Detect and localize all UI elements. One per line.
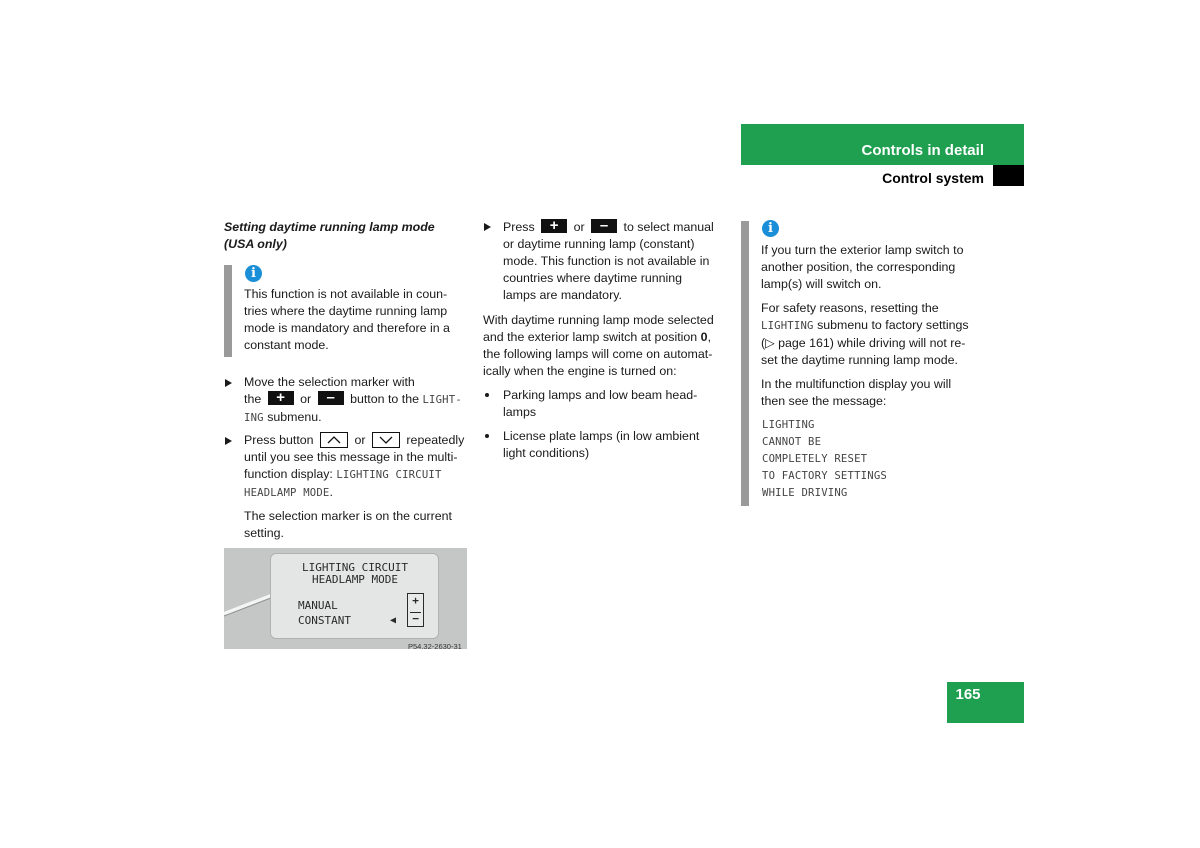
list-item	[503, 387, 738, 421]
list-line: Parking lamps and low beam head-	[503, 388, 698, 402]
mono-text: LIGHT-	[422, 394, 462, 406]
left-heading	[224, 219, 435, 253]
text: button to the	[350, 392, 419, 406]
step-line: countries where daytime running	[503, 271, 683, 285]
step-line	[244, 391, 474, 409]
mono-text: LIGHTING CIRCUIT	[336, 469, 442, 481]
note-line: setting.	[244, 526, 284, 540]
text: to select manual	[623, 220, 714, 234]
step-line	[244, 484, 474, 502]
info-line: For safety reasons, resetting the	[761, 301, 939, 315]
header-marker-block	[993, 165, 1024, 186]
plus-key-icon: +	[541, 219, 567, 233]
para-line: the following lamps will come on automat-	[483, 347, 713, 361]
text: .	[329, 485, 333, 499]
minus-key-icon: –	[591, 219, 617, 233]
info-note	[244, 286, 469, 354]
text: submenu to factory settings	[817, 318, 969, 332]
display-line: HEADLAMP MODE	[311, 573, 399, 586]
info-line: In the multifunction display you will	[761, 377, 952, 391]
list-line: License plate lamps (in low ambient	[503, 429, 700, 443]
section-subtitle: Control system	[882, 170, 984, 186]
info-bar	[224, 265, 232, 357]
step-line	[244, 409, 474, 427]
message-line: TO FACTORY SETTINGS	[762, 470, 887, 482]
step-line: lamps are mandatory.	[503, 288, 622, 302]
info-line: constant mode.	[244, 338, 329, 352]
text: or	[573, 220, 585, 234]
heading-line: (USA only)	[224, 237, 287, 251]
step-line: or daytime running lamp (constant)	[503, 237, 695, 251]
display-plus: +	[412, 594, 419, 607]
bullet-dot-icon	[485, 393, 489, 397]
info-line: lamp(s) will switch on.	[761, 277, 882, 291]
text: ,	[707, 330, 712, 344]
info-para-display	[761, 376, 1001, 410]
info-line: another position, the corresponding	[761, 260, 956, 274]
info-line: mode is mandatory and therefore in a	[244, 321, 450, 335]
section-title: Controls in detail	[861, 142, 984, 159]
display-message	[762, 417, 887, 502]
message-line: LIGHTING	[762, 419, 815, 431]
mono-text: HEADLAMP MODE	[244, 487, 330, 499]
text: the	[244, 392, 262, 406]
info-para-switch	[761, 242, 1001, 293]
display-header	[270, 562, 440, 586]
display-line: LIGHTING CIRCUIT	[302, 561, 408, 574]
text: Press	[503, 220, 535, 234]
info-icon: i	[245, 265, 262, 282]
selection-marker-icon: ◀	[390, 615, 397, 626]
info-line: then see the message:	[761, 394, 887, 408]
step-bullet-icon	[225, 437, 232, 445]
heading-line: Setting daytime running lamp mode	[224, 220, 435, 234]
text: function display:	[244, 467, 333, 481]
info-line: (▷ page 161) while driving will not re-	[761, 336, 966, 350]
step-bullet-icon	[484, 223, 491, 231]
text: Press button	[244, 433, 314, 447]
arrow-up-key-icon	[320, 432, 348, 448]
para-line: With daytime running lamp mode selected	[483, 313, 714, 327]
plus-key-icon: +	[268, 391, 294, 405]
display-minus: −	[412, 612, 419, 625]
list-item	[503, 428, 738, 462]
step-line	[244, 432, 474, 449]
step-line: Move the selection marker with	[244, 375, 415, 389]
bold-text: 0	[700, 330, 708, 344]
step-press-button	[244, 432, 474, 502]
step-move-marker	[244, 374, 474, 427]
bullet-dot-icon	[485, 434, 489, 438]
display-option-constant: CONSTANT	[298, 614, 351, 627]
display-option-manual: MANUAL	[298, 599, 338, 612]
step-line: mode. This function is not available in	[503, 254, 710, 268]
text: repeatedly	[406, 433, 465, 447]
step-line	[503, 219, 738, 236]
display-scale-icon	[407, 593, 424, 627]
list-line: lamps	[503, 405, 537, 419]
para-line	[483, 329, 733, 346]
para-line: ically when the engine is turned on:	[483, 364, 677, 378]
info-line: If you turn the exterior lamp switch to	[761, 243, 964, 257]
text: or	[354, 433, 366, 447]
minus-key-icon: –	[318, 391, 344, 405]
step-note	[244, 508, 474, 542]
info-line: tries where the daytime running lamp	[244, 304, 448, 318]
page-number: 165	[955, 686, 981, 703]
mono-text: ING	[244, 412, 264, 424]
info-line	[761, 317, 1001, 335]
info-line: set the daytime running lamp mode.	[761, 353, 958, 367]
message-line: WHILE DRIVING	[762, 487, 848, 499]
daytime-mode-paragraph	[483, 312, 733, 380]
message-line: CANNOT BE	[762, 436, 822, 448]
info-line: This function is not available in coun-	[244, 287, 448, 301]
arrow-down-key-icon	[372, 432, 400, 448]
step-select-mode	[503, 219, 738, 304]
text: or	[300, 392, 312, 406]
note-line: The selection marker is on the current	[244, 509, 452, 523]
text: submenu.	[267, 410, 322, 424]
step-bullet-icon	[225, 379, 232, 387]
message-line: COMPLETELY RESET	[762, 453, 868, 465]
info-bar	[741, 221, 749, 506]
list-line: light conditions)	[503, 446, 590, 460]
figure-code: P54.32-2630-31	[408, 642, 462, 651]
info-icon: i	[762, 220, 779, 237]
mono-text: LIGHTING	[761, 320, 814, 332]
text: and the exterior lamp switch at position	[483, 330, 698, 344]
step-line: until you see this message in the multi-	[244, 450, 458, 464]
info-para-safety	[761, 300, 1001, 369]
step-line	[244, 466, 474, 484]
